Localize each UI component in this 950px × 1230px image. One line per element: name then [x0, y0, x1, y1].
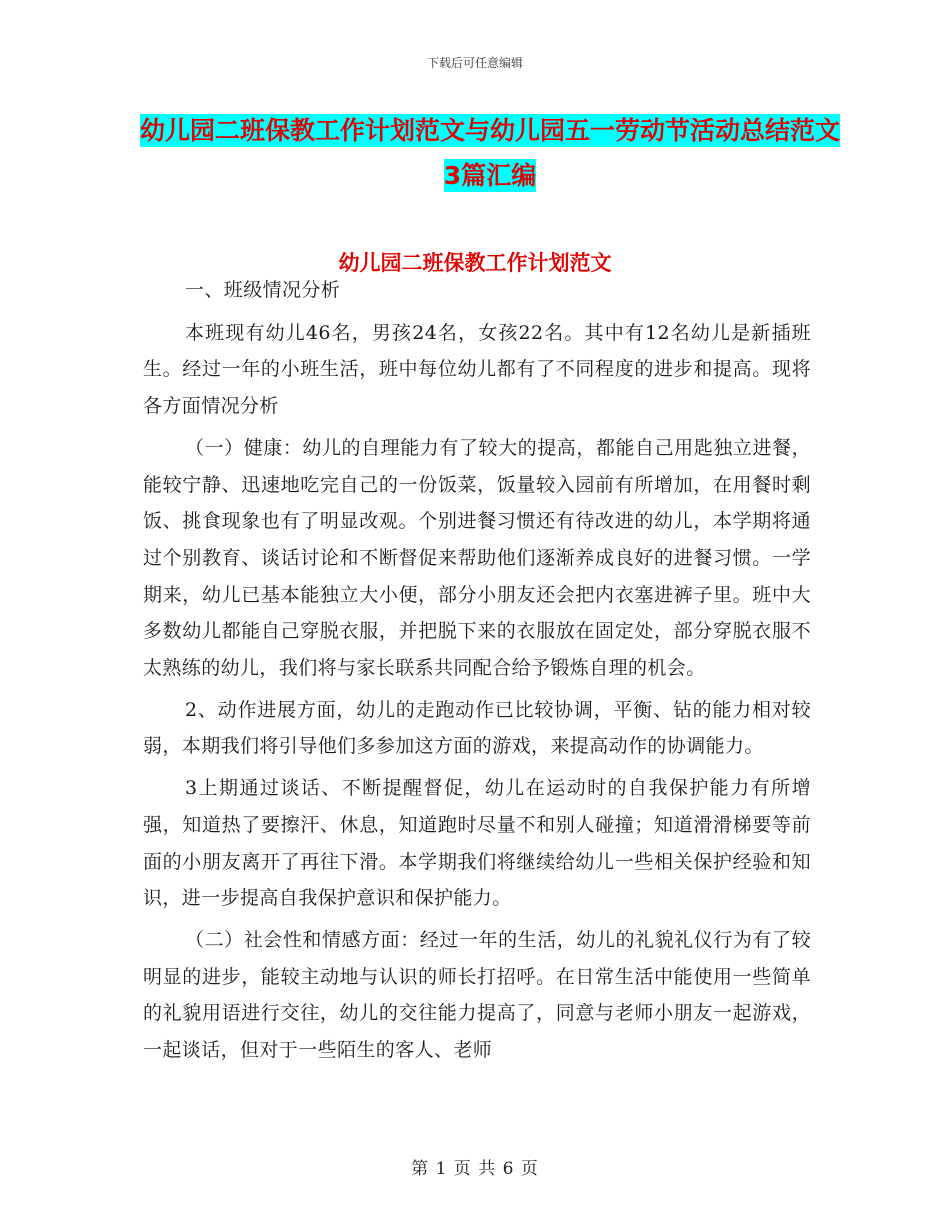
paragraph: 3上期通过谈话、不断提醒督促，幼儿在运动时的自我保护能力有所增强，知道热了要擦汗、休息，知道跑时尽量不和别人碰撞；知道滑滑梯要等前面的小朋友离开了再往下滑。本学期我们将继续给幼儿一些相关保护经验和知识，进一步提高自我保护意识和保护能力。	[143, 777, 811, 910]
header-note: 下载后可任意编辑	[426, 56, 523, 70]
paragraph-heading: 一、班级情况分析	[185, 279, 341, 301]
section-title: 幼儿园二班保教工作计划范文	[338, 251, 612, 275]
document-title-text: 幼儿园二班保教工作计划范文与幼儿园五一劳动节活动总结范文3篇汇编	[140, 116, 841, 190]
paragraph: 2、动作进展方面，幼儿的走跑动作已比较协调，平衡、钻的能力相对较弱，本期我们将引导他们多参加这方面的游戏，来提高动作的协调能力。	[143, 698, 811, 758]
page-footer: 第 1 页 共 6 页	[411, 1159, 539, 1179]
body-text	[143, 270, 811, 1069]
paragraph: （二）社会性和情感方面：经过一年的生活，幼儿的礼貌礼仪行为有了较明显的进步，能较主动地与认识的师长打招呼。在日常生活中能使用一些简单的礼貌用语进行交往，幼儿的交往能力提高了，同意与老师小朋友一起游戏，一起谈话，但对于一些陌生的客人、老师	[143, 928, 811, 1062]
paragraph: 本班现有幼儿46名，男孩24名，女孩22名。其中有12名幼儿是新插班生。经过一年的小班生活，班中每位幼儿都有了不同程度的进步和提高。现将各方面情况分析	[143, 321, 811, 418]
paragraph: （一）健康：幼儿的自理能力有了较大的提高，都能自己用匙独立进餐，能较宁静、迅速地吃完自己的一份饭菜，饭量较入园前有所增加，在用餐时剩饭、挑食现象也有了明显改观。个别进餐习惯还有待改进的幼儿，本学期将通过个别教育、谈话讨论和不断督促来帮助他们逐渐养成良好的进餐习惯。一学期来，幼儿已基本能独立大小便，部分小朋友还会把内衣塞进裤子里。班中大多数幼儿都能自己穿脱衣服，并把脱下来的衣服放在固定处，部分穿脱衣服不太熟练的幼儿，我们将与家长联系共同配合给予锻炼自理的机会。	[143, 436, 811, 680]
document-title	[140, 108, 840, 198]
